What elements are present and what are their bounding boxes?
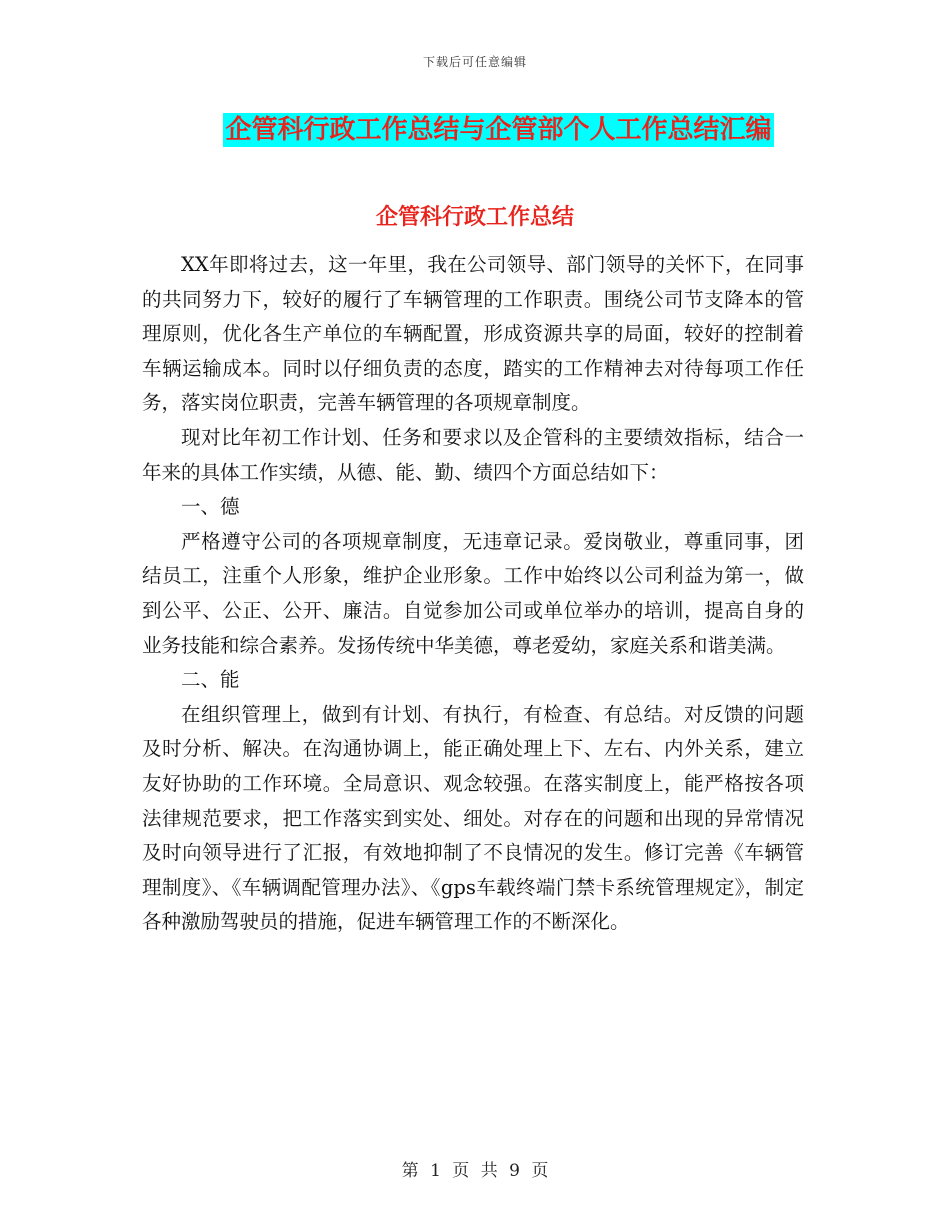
document-title-container: [0, 113, 950, 147]
paragraph-virtue: 严格遵守公司的各项规章制度，无违章记录。爱岗敬业，尊重同事，团结员工，注重个人形象，维护企业形象。工作中始终以公司利益为第一，做到公平、公正、公开、廉洁。自觉参加公司或单位举办的培训，提高自身的业务技能和综合素养。发扬传统中华美德，尊老爱幼，家庭关系和谐美满。: [142, 529, 804, 657]
document-title: 企管科行政工作总结与企管部个人工作总结汇编: [225, 115, 772, 145]
page-footer: 第 1 页 共 9 页: [401, 1161, 549, 1181]
paragraph-overview: 现对比年初工作计划、任务和要求以及企管科的主要绩效指标，结合一年来的具体工作实绩，从德、能、勤、绩四个方面总结如下：: [142, 425, 804, 484]
paragraph-ability: 在组织管理上，做到有计划、有执行，有检查、有总结。对反馈的问题及时分析、解决。在沟通协调上，能正确处理上下、左右、内外关系，建立友好协助的工作环境。全局意识、观念较强。在落实制度上，能严格按各项法律规范要求，把工作落实到实处、细处。对存在的问题和出现的异常情况及时向领导进行了汇报，有效地抑制了不良情况的发生。修订完善《车辆管理制度》、《车辆调配管理办法》、《gps车载终端门禁卡系统管理规定》，制定各种激励驾驶员的措施，促进车辆管理工作的不断深化。: [142, 702, 804, 934]
paragraph-intro: XX年即将过去，这一年里，我在公司领导、部门领导的关怀下，在同事的共同努力下，较好的履行了车辆管理的工作职责。围绕公司节支降本的管理原则，优化各生产单位的车辆配置，形成资源共享的局面，较好的控制着车辆运输成本。同时以仔细负责的态度，踏实的工作精神去对待每项工作任务，落实岗位职责，完善车辆管理的各项规章制度。: [142, 253, 804, 415]
section-title: 企管科行政工作总结: [375, 205, 574, 230]
page-header-note: 下载后可任意编辑: [422, 55, 527, 69]
heading-virtue: 一、德: [181, 495, 240, 519]
heading-ability: 二、能: [181, 668, 240, 692]
document-body: [142, 248, 804, 940]
